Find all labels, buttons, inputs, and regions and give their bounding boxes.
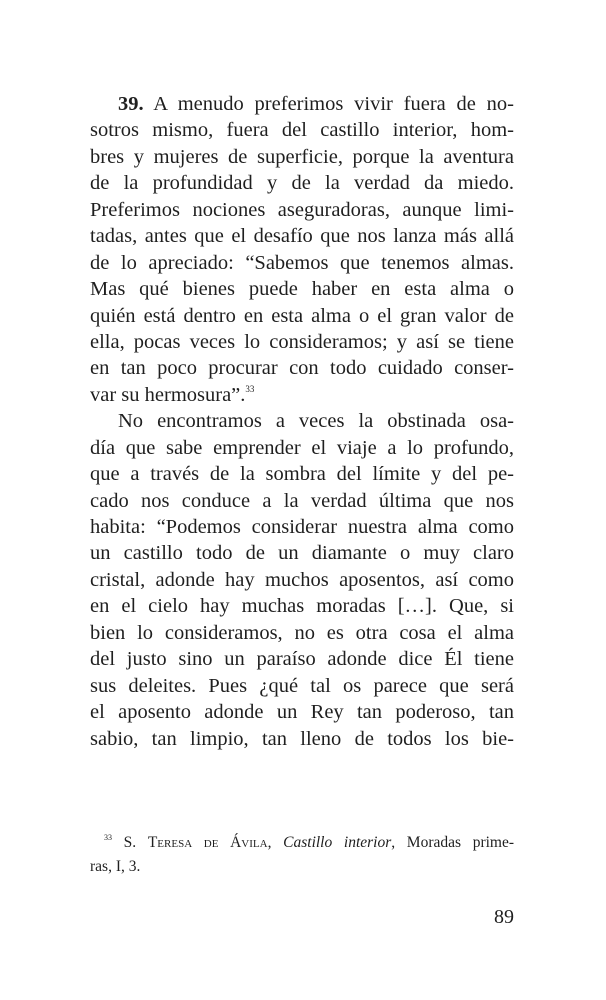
text-line-16: cado nos conduce a la verdad última que nos [90, 489, 514, 512]
text-line-22: del justo sino un paraíso adonde dice Él tiene [90, 648, 514, 671]
text-line-10: ella, pocas veces lo consideramos; y así se tiene [90, 330, 514, 353]
footnote [90, 831, 514, 879]
text-line-21: bien lo consideramos, no es otra cosa el alma [90, 621, 514, 644]
text-line-14: día que sabe emprender el viaje a lo profundo, [90, 436, 514, 459]
text-line-8: Mas qué bienes puede haber en esta alma o [90, 278, 514, 301]
footnote-number: 33 [104, 833, 112, 842]
footnote-line-2: ras, I, 3. [90, 858, 141, 875]
text-line-18: un castillo todo de un diamante o muy claro [90, 542, 514, 565]
paragraph-number: 39. [118, 93, 144, 115]
text-line-13: No encontramos a veces la obstinada osa- [118, 410, 514, 433]
text-line-17: habita: “Podemos considerar nuestra alma como [90, 516, 514, 538]
text-line-20: en el cielo hay muchas moradas […]. Que, si [90, 595, 514, 618]
text-line-5: Preferimos nociones aseguradoras, aunque limi- [90, 198, 514, 221]
footnote-line-1: $^{33}$ S. Teresa de Ávila, Castillo interior, Moradas prime- [104, 833, 515, 851]
text-line-24: el aposento adonde un Rey tan poderoso, tan [90, 701, 514, 724]
text-line-3: bres y mujeres de superficie, porque la aventura [90, 145, 514, 168]
text-line-2: sotros mismo, fuera del castillo interior, hom- [90, 119, 514, 142]
text-line-4: de la profundidad y de la verdad da miedo. [90, 172, 514, 195]
text-line-7: de lo apreciado: “Sabemos que tenemos almas. [90, 251, 514, 274]
text-line-11: en tan poco procurar con todo cuidado conser- [90, 357, 514, 380]
footnote-reference[interactable]: 33 [245, 383, 255, 394]
text-line-23: sus deleites. Pues ¿qué tal os parece que será [90, 674, 514, 697]
text-line-19: cristal, adonde hay muchos aposentos, así como [90, 568, 514, 591]
text-line-9: quién está dentro en esta alma o el gran valor de [90, 304, 514, 327]
text-line-1: 39. A menudo preferimos vivir fuera de no- [118, 93, 514, 115]
page-number: 89 [494, 906, 514, 928]
text-line-12: var su hermosura”.$^{33}$ [90, 383, 255, 406]
text-line-6: tadas, antes que el desafío que nos lanza más allá [90, 225, 514, 248]
footnote-book-title: Castillo interior [283, 834, 392, 851]
text-line-15: que a través de la sombra del límite y del pe- [90, 463, 514, 486]
text-line-25: sabio, tan limpio, tan lleno de todos los bie- [90, 727, 514, 750]
main-text [90, 91, 514, 752]
footnote-author: Teresa de Ávila [147, 834, 268, 851]
